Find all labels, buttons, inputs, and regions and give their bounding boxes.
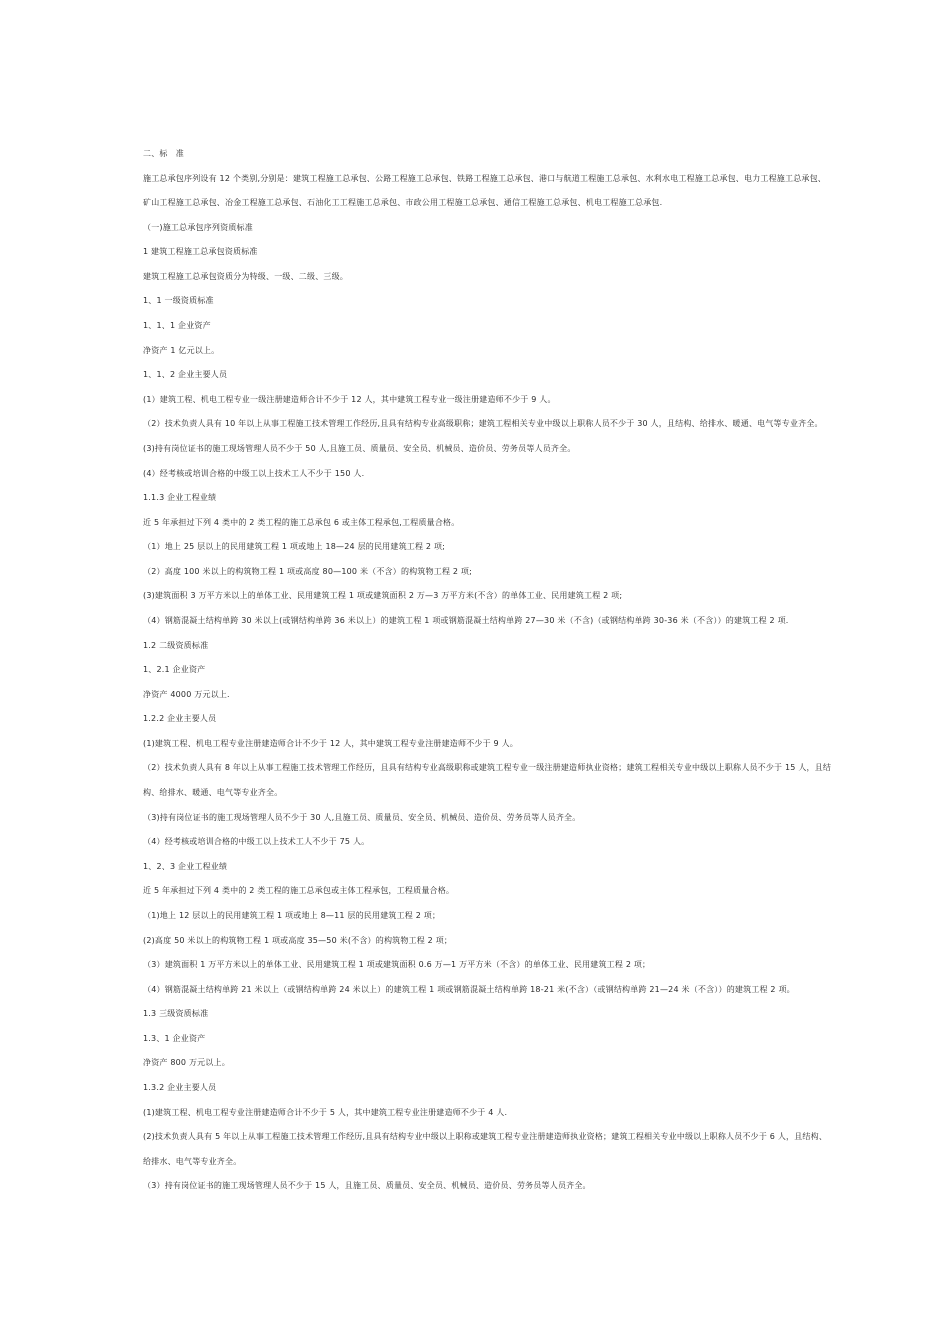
text-line: （3）持有岗位证书的施工现场管理人员不少于 15 人，且施工员、质量员、安全员、机械员、造价员、劳务员等人员齐全。 — [143, 1181, 591, 1191]
text-line: （一)施工总承包序列资质标准 — [143, 222, 253, 232]
text-line: （1）地上 25 层以上的民用建筑工程 1 项或地上 18—24 层的民用建筑工程 2 项; — [143, 542, 446, 552]
text-line: 1、1 一级资质标准 — [143, 296, 214, 306]
text-line: (4）经考核或培训合格的中级工以上技术工人不少于 150 人. — [143, 468, 365, 478]
text-line: （3）建筑面积 1 万平方米以上的单体工业、民用建筑工程 1 项或建筑面积 0.6 万—1 万平方米（不含）的单体工业、民用建筑工程 2 项； — [143, 960, 651, 970]
text-line: (1)建筑工程、机电工程专业注册建造师合计不少于 5 人，其中建筑工程专业注册建造师不少于 4 人. — [143, 1107, 508, 1117]
text-line: (1）建筑工程、机电工程专业一级注册建造师合计不少于 12 人，其中建筑工程专业一级注册建造师不少于 9 人。 — [143, 394, 556, 404]
text-line: 1.1.3 企业工程业绩 — [143, 493, 217, 503]
text-line: （4）钢筋混凝土结构单跨 30 米以上(或钢结构单跨 36 米以上）的建筑工程 1 项或钢筋混凝土结构单跨 27—30 米（不含)（或钢结构单跨 30-36 米（不含））的建筑工程 2 项. — [143, 615, 789, 625]
text-line: 构、给排水、暖通、电气等专业齐全。 — [143, 788, 283, 798]
text-line: 1.2 二级资质标准 — [143, 640, 209, 650]
text-line: 1、2.1 企业资产 — [143, 665, 206, 675]
text-line: 1 建筑工程施工总承包资质标准 — [143, 247, 258, 257]
text-line: 1、1、2 企业主要人员 — [143, 370, 228, 380]
text-line: （2）技术负责人具有 8 年以上从事工程施工技术管理工作经历，且具有结构专业高级职称或建筑工程专业一级注册建造师执业资格；建筑工程相关专业中级以上职称人员不少于 15 人，且结 — [143, 763, 832, 773]
text-line: （1)地上 12 层以上的民用建筑工程 1 项或地上 8—11 层的民用建筑工程 2 项； — [143, 910, 441, 920]
text-line: 1、1、1 企业资产 — [143, 321, 211, 331]
text-line: (1)建筑工程、机电工程专业注册建造师合计不少于 12 人，其中建筑工程专业注册建造师不少于 9 人。 — [143, 738, 518, 748]
section-heading: 二、标 准 — [143, 149, 184, 158]
text-line: 净资产 4000 万元以上. — [143, 689, 230, 699]
text-line: 1.2.2 企业主要人员 — [143, 714, 217, 724]
text-line: 净资产 800 万元以上。 — [143, 1058, 230, 1068]
text-line: (2)技术负责人具有 5 年以上从事工程施工技术管理工作经历,且具有结构专业中级以上职称或建筑工程专业注册建造师执业资格；建筑工程相关专业中级以上职称人员不少于 6 人，且结构、 — [143, 1132, 828, 1142]
text-line: （2）高度 100 米以上的构筑物工程 1 项或高度 80—100 米（不含）的构筑物工程 2 项; — [143, 566, 473, 576]
text-line: 1.3、1 企业资产 — [143, 1033, 206, 1043]
text-line: (2)高度 50 米以上的构筑物工程 1 项或高度 35—50 米(不含）的构筑物工程 2 项； — [143, 935, 453, 945]
text-line: 建筑工程施工总承包资质分为特级、一级、二级、三级。 — [143, 271, 348, 281]
text-line: 1.3 三级资质标准 — [143, 1009, 209, 1019]
text-line: 1.3.2 企业主要人员 — [143, 1082, 217, 1092]
text-line: 矿山工程施工总承包、冶金工程施工总承包、石油化工工程施工总承包、市政公用工程施工总承包、通信工程施工总承包、机电工程施工总承包. — [143, 198, 663, 208]
text-line: (3)建筑面积 3 万平方米以上的单体工业、民用建筑工程 1 项或建筑面积 2 万—3 万平方米(不含）的单体工业、民用建筑工程 2 项; — [143, 591, 623, 601]
text-line: 净资产 1 亿元以上。 — [143, 345, 220, 355]
text-line: 近 5 年承担过下列 4 类中的 2 类工程的施工总承包或主体工程承包，工程质量合格。 — [143, 886, 455, 896]
text-line: 近 5 年承担过下列 4 类中的 2 类工程的施工总承包 6 或主体工程承包,工程质量合格。 — [143, 517, 460, 527]
text-line: (3)持有岗位证书的施工现场管理人员不少于 50 人,且施工员、质量员、安全员、机械员、造价员、劳务员等人员齐全。 — [143, 443, 576, 453]
text-line: （4）经考核或培训合格的中级工以上技术工人不少于 75 人。 — [143, 837, 370, 847]
text-line: （2）技术负责人具有 10 年以上从事工程施工技术管理工作经历,且具有结构专业高级职称；建筑工程相关专业中级以上职称人员不少于 30 人，且结构、给排水、暖通、电气等专业齐全。 — [143, 419, 823, 429]
text-line: 施工总承包序列设有 12 个类别,分别是：建筑工程施工总承包、公路工程施工总承包、铁路工程施工总承包、港口与航道工程施工总承包、水利水电工程施工总承包、电力工程施工总承包、 — [143, 173, 826, 183]
text-line: 1、2、3 企业工程业绩 — [143, 861, 228, 871]
text-line: （3)持有岗位证书的施工现场管理人员不少于 30 人,且施工员、质量员、安全员、机械员、造价员、劳务员等人员齐全。 — [143, 812, 581, 822]
document-body — [143, 148, 832, 1205]
text-line: 给排水、电气等专业齐全。 — [143, 1156, 242, 1166]
text-line: （4）钢筋混凝土结构单跨 21 米以上（或钢结构单跨 24 米以上）的建筑工程 1 项或钢筋混凝土结构单跨 18-21 米(不含）（或钢结构单跨 21—24 米（不含））的建筑工程 2 项。 — [143, 984, 795, 994]
